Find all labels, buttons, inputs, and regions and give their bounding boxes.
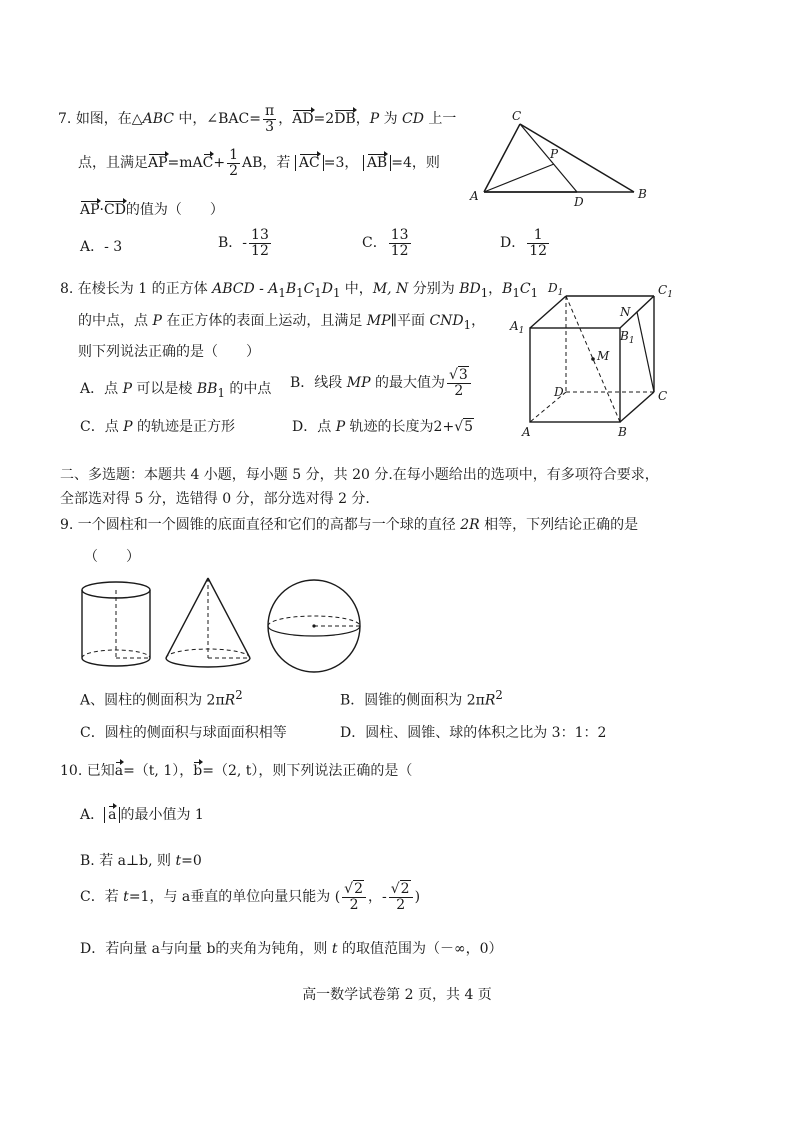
q8-edge-a1d1 (530, 296, 566, 328)
q8-label-m: M (597, 349, 610, 363)
q8-label-d: D (554, 385, 564, 399)
q8-label-d1: $D_1$ (548, 281, 564, 298)
q9-line1: 9. 一个圆柱和一个圆锥的底面直径和它们的高都与一个球的直径 2R 相等，下列结论正确的是 (60, 517, 639, 533)
q7-option-d: D． $\frac{1}{12}$ (500, 227, 548, 259)
q7-option-a: A．- 3 (80, 239, 123, 255)
sphere-figure (268, 580, 360, 672)
q8-label-b: B (618, 425, 627, 438)
q8-cube-front-face (530, 328, 620, 422)
q7-segment-cd (520, 124, 577, 192)
section2-heading-line1: 二、多选题：本题共 4 小题，每小题 5 分，共 20 分.在每小题给出的选项中，有多项符合要求， (60, 467, 659, 483)
q10-option-d: D．若向量 a与向量 b的夹角为钝角，则 t 的取值范围为（－∞，0） (80, 941, 503, 957)
q8-line1: 8. 在棱长为 1 的正方体 ABCD - $A_1B_1C_1D_1$ 中，M, N 分别为 $BD_1$，$B_1C_1$ (60, 281, 539, 300)
q8-label-c1: $C_1$ (658, 283, 673, 300)
q8-line2: 的中点，点 P 在正方体的表面上运动，且满足 MP∥平面 $CND_1$， (78, 313, 486, 332)
q7-side-cb (520, 124, 634, 192)
q8-edge-cb (620, 392, 654, 422)
q8-point-m (591, 357, 595, 361)
q8-cube-figure (508, 280, 688, 438)
q8-label-n: N (620, 305, 631, 319)
q10-line1: 10. 已知a=（t, 1），b=（2, t），则下列说法正确的是（ (60, 763, 413, 779)
q10-option-b: B. 若 a⊥b, 则 t=0 (80, 853, 202, 869)
q8-option-b: B．线段 MP 的最大值为 $\frac{√3}{2}$ (290, 368, 473, 398)
section2-heading-line2: 全部选对得 5 分，选错得 0 分，部分选对得 2 分. (60, 491, 370, 507)
q7-line3: AP·CD的值为（ ） (80, 202, 224, 218)
q7-segment-ap (484, 164, 554, 192)
q9-solids-figure (78, 574, 368, 678)
q7-label-c: C (512, 109, 522, 123)
q7-label-a: A (470, 189, 479, 203)
q7-option-c: C． $\frac{13}{12}$ (362, 227, 409, 259)
q8-option-a: A．点 P 可以是棱 $BB_1$ 的中点 (80, 381, 272, 400)
q8-segment-nc (637, 312, 654, 392)
q8-label-a: A (522, 425, 531, 438)
page-footer: 高一数学试卷第 2 页，共 4 页 (302, 987, 492, 1003)
q10-option-a: A． a 的最小值为 1 (80, 807, 204, 823)
q8-line3: 则下列说法正确的是（ ） (78, 344, 260, 360)
q9-option-c: C．圆柱的侧面积与球面面积相等 (80, 725, 287, 741)
q9-option-a: A、圆柱的侧面积为 $2\pi R^2$ (80, 688, 243, 709)
q7-option-b: B．- $\frac{13}{12}$ (218, 227, 269, 259)
q7-label-d: D (574, 195, 584, 209)
q8-option-c: C．点 P 的轨迹是正方形 (80, 419, 236, 435)
q9-option-d: D．圆柱、圆锥、球的体积之比为 3：1：2 (340, 725, 607, 741)
cone-figure (166, 578, 250, 667)
q9-option-b: B．圆锥的侧面积为 $2\pi R^2$ (340, 688, 503, 709)
q8-label-b1: $B_1$ (620, 329, 635, 346)
q10-option-c: C．若 t=1，与 a垂直的单位向量只能为 ( $\frac{√2}{2}$ ，- $\frac{√2}{2}$ ) (80, 881, 421, 913)
q7-triangle-figure (462, 106, 662, 210)
cylinder-figure (82, 582, 150, 666)
q8-label-c: C (658, 389, 668, 403)
q7-label-p: P (550, 147, 559, 161)
q8-label-a1: $A_1$ (510, 319, 525, 336)
q8-option-d: D．点 P 轨迹的长度为2+√5 (292, 419, 474, 435)
q7-side-ac (484, 124, 520, 192)
q7-label-b: B (638, 187, 647, 201)
q9-line2: （ ） (84, 549, 140, 565)
q7-line1: 7. 如图，在△ABC 中，∠BAC= $\frac{\pi}{3}$ ，AD=2DB，P 为 CD 上一 (58, 103, 457, 135)
q7-line2: 点，且满足AP=mAC+ $\frac{1}{2}$ AB，若 AC =3， AB =4，则 (78, 147, 440, 179)
